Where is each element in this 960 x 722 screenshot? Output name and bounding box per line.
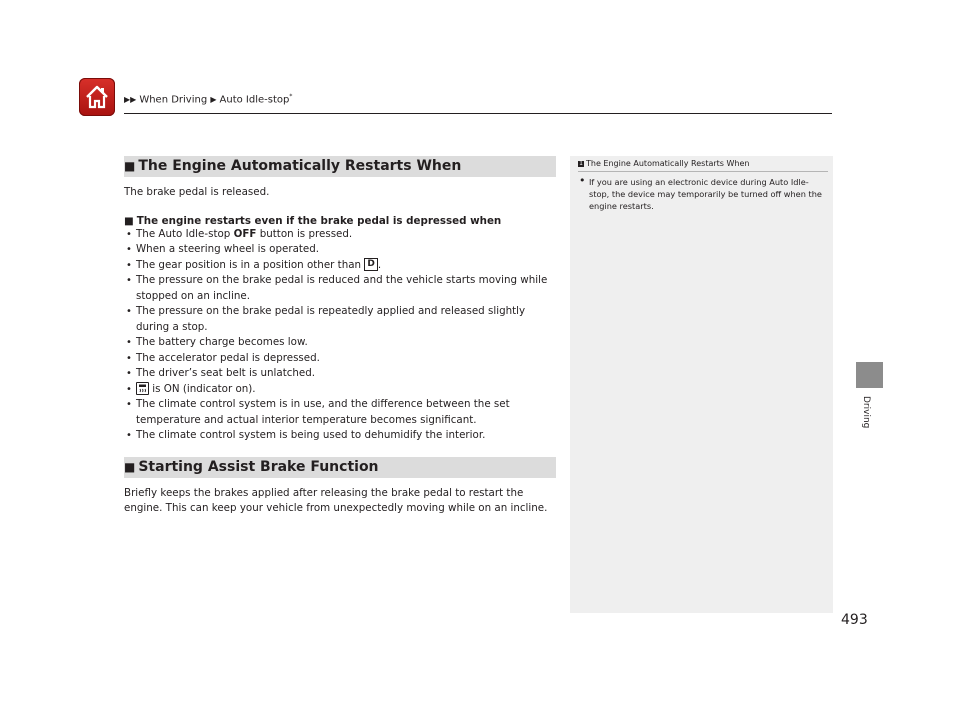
side-tab-marker[interactable]: [856, 362, 883, 388]
sidebar-note-panel: [570, 156, 833, 613]
page-number: 493: [841, 612, 868, 628]
off-button-label: OFF: [233, 227, 257, 240]
breadcrumb: [124, 93, 292, 105]
list-item: • The climate control system is being used to dehumidify the interior.: [124, 428, 556, 444]
restart-conditions-list: [124, 227, 556, 444]
list-item: • When a steering wheel is operated.: [124, 242, 556, 258]
list-item: • The pressure on the brake pedal is repeatedly applied and released slightly during a stop.: [124, 304, 556, 335]
list-item: • The driver’s seat belt is unlatched.: [124, 366, 556, 382]
subheading-restart: ■ The engine restarts even if the brake pedal is depressed when: [124, 214, 502, 227]
list-item: • The battery charge becomes low.: [124, 335, 556, 351]
sidebar-body: [578, 176, 828, 212]
section-heading-restart: ■ The Engine Automatically Restarts When: [124, 156, 556, 177]
breadcrumb-asterisk: *: [289, 93, 293, 100]
breadcrumb-when-driving[interactable]: When Driving: [139, 94, 208, 106]
main-content: [124, 156, 556, 517]
gear-d-icon: D: [364, 258, 377, 271]
breadcrumb-arrow-icon: ▶▶: [124, 95, 137, 105]
list-item: • The Auto Idle-stop OFF button is pressed.: [124, 227, 556, 243]
section-heading-starting-assist: ■ Starting Assist Brake Function: [124, 457, 556, 478]
list-item: • The pressure on the brake pedal is reduced and the vehicle starts moving while stopped on an incline.: [124, 273, 556, 304]
section-square-icon: ■: [124, 159, 136, 173]
starting-assist-text: Briefly keeps the brakes applied after releasing the brake pedal to restart the engine. This can keep your vehicle from unexpectedly moving while on an incline.: [124, 486, 548, 514]
home-button[interactable]: [79, 78, 115, 116]
intro-text: The brake pedal is released.: [124, 186, 270, 198]
home-icon: [85, 84, 109, 110]
breadcrumb-auto-idle-stop[interactable]: Auto Idle-stop: [219, 94, 290, 106]
defrost-indicator-icon: [136, 382, 149, 395]
side-tab-label: Driving: [861, 396, 871, 429]
breadcrumb-arrow-icon: ▶: [210, 95, 217, 105]
reference-mark-icon: 1: [579, 159, 583, 167]
header-rule: [124, 113, 832, 114]
sidebar-note: • If you are using an electronic device during Auto Idle-stop, the device may temporarily be turned off when the engine restarts.: [578, 176, 828, 212]
subheading-square-icon: ■: [124, 214, 134, 227]
section-square-icon: ■: [124, 459, 136, 474]
list-item: • The gear position is in a position other than D .: [124, 258, 556, 274]
list-item: • The climate control system is in use, and the difference between the set temperature and actual interior temperature becomes significant.: [124, 397, 556, 428]
sidebar-title: 1 The Engine Automatically Restarts When: [579, 159, 750, 168]
list-item: • The accelerator pedal is depressed.: [124, 351, 556, 367]
list-item: • is ON (indicator on).: [124, 382, 556, 398]
sidebar-rule: [578, 171, 828, 172]
